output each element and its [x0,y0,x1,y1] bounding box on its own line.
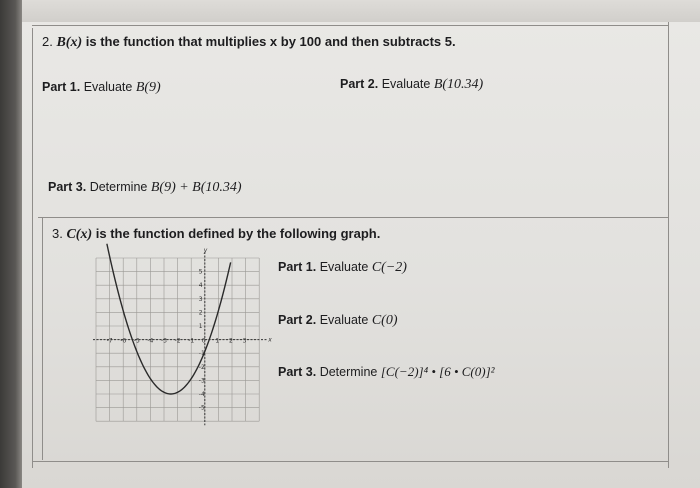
x-tick-label: 2 [229,337,233,345]
q2-part2-expr: B(10.34) [433,77,484,92]
y-tick-label: -4 [198,391,205,398]
outer-border-right [668,22,669,468]
y-tick-label: -5 [198,404,205,412]
outer-border-left [32,28,33,468]
q2-number: 2. [42,34,53,49]
x-tick-label: -6 [120,337,127,345]
q2-part2 [340,77,483,93]
x-tick-label: -3 [161,337,167,345]
top-paper-edge [22,0,700,22]
q2-part3-text: Determine [89,180,148,194]
y-tick-label: -3 [198,377,205,385]
y-tick-label: 1 [198,323,203,330]
q2-part1 [42,80,161,96]
x-tick-label: -7 [106,337,113,345]
q3-part2 [278,313,398,329]
q3-part1-label: Part 1. [278,260,317,274]
q3-title-text: is the function defined by the following graph. [95,226,381,241]
worksheet-page [22,22,700,488]
q2-part1-text: Evaluate [83,80,133,94]
q3-part1-expr: C(−2) [371,260,407,275]
y-tick-label: 4 [198,282,203,290]
q2-part1-expr: B(9) [135,80,161,95]
q3-inner-border-left [42,218,43,460]
q3-title [52,226,380,243]
q2-q3-divider [38,217,668,218]
q3-part3-text: Determine [319,365,378,379]
q3-function-name: C(x) [66,227,93,242]
q3-part2-label: Part 2. [278,313,317,327]
x-axis-label: x [268,336,272,344]
x-tick-label: 0 [201,337,206,345]
q2-function-name: B(x) [56,35,83,50]
q3-part3 [278,364,495,380]
x-tick-label: -1 [188,337,195,345]
y-tick-label: -2 [198,363,205,371]
function-graph [92,247,272,426]
q2-title-text: is the function that multiplies x by 100 and then subtracts 5. [85,34,456,49]
q2-part3-label: Part 3. [48,180,87,194]
q3-part3-expr: [C(−2)]⁴ • [6 • C(0)]² [380,364,495,379]
x-tick-label: -2 [174,337,181,345]
parabola-curve [107,244,231,394]
q2-part2-text: Evaluate [381,77,431,91]
y-tick-label: 2 [198,309,203,317]
q3-part2-text: Evaluate [319,313,369,327]
x-tick-label: -4 [147,337,154,345]
y-axis-label: y [203,247,208,254]
y-tick-label: 3 [198,295,203,303]
q2-part2-label: Part 2. [340,77,379,91]
q3-number: 3. [52,226,63,241]
x-tick-label: -5 [133,337,140,345]
q2-part1-label: Part 1. [42,80,81,94]
q3-part1 [278,260,407,276]
q3-part3-label: Part 3. [278,365,317,379]
left-shadow-edge [0,0,22,488]
q2-title [42,34,456,51]
q2-part3-expr: B(9) + B(10.34) [150,180,242,195]
y-tick-label: -1 [198,350,205,358]
x-tick-label: 3 [242,337,247,345]
y-tick-label: 5 [198,268,203,276]
outer-border-top [32,25,668,26]
q3-part1-text: Evaluate [319,260,369,274]
outer-border-bottom [32,461,668,462]
q2-part3 [48,180,242,196]
x-tick-label: 1 [215,337,220,345]
q3-part2-expr: C(0) [371,313,398,328]
